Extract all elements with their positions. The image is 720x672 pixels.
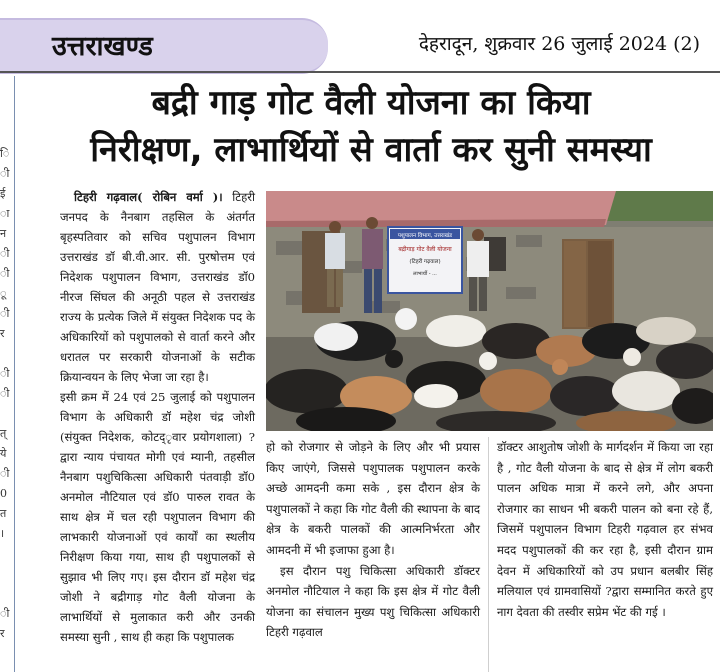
article-paragraph bbox=[60, 187, 255, 387]
fragment-char: 0 bbox=[0, 487, 7, 500]
fragment-char: ा bbox=[0, 207, 10, 220]
article-column-2 bbox=[266, 437, 480, 643]
column-divider bbox=[488, 437, 489, 672]
fragment-char: र bbox=[0, 327, 5, 340]
headline-line-2: निरीक्षण, लाभार्थियों से वार्ता कर सुनी समस्या bbox=[90, 130, 652, 170]
section-title: उत्तराखण्ड bbox=[52, 31, 153, 62]
byline: टिहरी गढ़वाल( रोबिन वर्मा )। bbox=[74, 190, 223, 204]
banner-line: लाभार्थी - ... bbox=[413, 271, 437, 277]
fragment-char: ये bbox=[0, 447, 7, 460]
paragraph-text: टिहरी जनपद के नैनबाग तहसिल के अंतर्गत बृहस्पतिवार को सचिव पशुपालन विभाग उत्तराखंड डॉ बी.वी.आर. सी. पुरषोत्तम एवं निदेशक पशुपालन विभाग, उत्तराखंड डॉ0 नीरज सिंघल की अनूठी पहल से उत्तराखंड राज्य के प्रत्येक जिले में संयुक्त निदेशक पद के अधिकारियों को पशुपालको से वार्ता करने और धरातल पर सरकारी योजनाओं के सटीक क्रियान्वयन के लिए भेजा जा रहा है। bbox=[60, 190, 255, 384]
fragment-char: त् bbox=[0, 427, 7, 440]
fragment-char: ी bbox=[0, 467, 10, 480]
banner-title: पशुपालन विभाग, उत्तराखंड bbox=[397, 233, 453, 239]
fragment-char: ी bbox=[0, 367, 10, 380]
article-paragraph: इसी क्रम में 24 एवं 25 जुलाई को पशुपालन विभाग के अधिकारी डॉ महेश चंद्र जोशी (संयुक्त निदेशक, कोटद्ृवार प्रयोगशाला) ?द्वारा न्याय पंचायत मोगी एवं म्यानी, तहसील नैनबाग पशुचिकित्सा अधिकारी पंतवाड़ी डॉ0 अनमोल नौटियाल एवं डॉ0 पारुल रावत के साथ क्षेत्र में चल रही पशुपालन विभाग की लाभकारी योजनाओं एवं कार्यों का स्थलीय निरीक्षण किया गया, साथ ही पशुपालकों से सुझाव भी लिए गए। इस दौरान डॉ महेश चंद्र जोशी ने बद्रीगाड़ गोट वैली योजना के लाभार्थियों से मुलाकात करी और उनकी समस्या सुनी , साथ ही कहा कि पशुपालक bbox=[60, 390, 255, 644]
fragment-char: न bbox=[0, 227, 7, 240]
article-column-1 bbox=[60, 187, 255, 647]
fragment-char: त bbox=[0, 507, 7, 520]
article-column-3 bbox=[497, 437, 713, 622]
fragment-char: ि bbox=[0, 147, 10, 160]
section-tag bbox=[0, 18, 328, 74]
adjacent-column-fragment bbox=[0, 76, 15, 672]
goats-and-officials-photo bbox=[266, 191, 713, 431]
headline-line-1: बद्री गाड़ गोट वैली योजना का किया bbox=[151, 83, 591, 123]
article-paragraph: डॉक्टर आशुतोष जोशी के मार्गदर्शन में किया जा रहा है , गोट वैली योजना के बाद से क्षेत्र में लोग बकरी पालन अधिक मात्रा में करने लगे, और अपना रोजगार का साधन भी बकरी पालन को बना रहे हैं, जिसमें पशुपालन विभाग टिहरी गढ़वाल हर संभव मदद पशुपालकों की कर रहा है, इसी दौरान ग्राम देवन में अधिकारियों को उप प्रधान बलबीर सिंह मलियाल एवं ग्रामवासियों ?द्वारा सम्मानित करते हुए नाग देवता की तस्वीर सप्रेम भेंट की गई । bbox=[497, 440, 713, 619]
dateline: देहरादून, शुक्रवार 26 जुलाई 2024 (2) bbox=[418, 33, 700, 55]
article-paragraph: इस दौरान पशु चिकित्सा अधिकारी डॉक्टर अनमोल नौटियाल ने कहा कि इस क्षेत्र में गोट वैली योजना का संचालन मुख्य पशु चिकित्सा अधिकारी टिहरी गढ़वाल bbox=[266, 563, 480, 640]
fragment-char: ी bbox=[0, 167, 10, 180]
fragment-char: ी bbox=[0, 307, 10, 320]
fragment-char: ी bbox=[0, 607, 10, 620]
news-photo bbox=[266, 191, 713, 431]
fragment-char: ी bbox=[0, 267, 10, 280]
fragment-char: ई bbox=[0, 187, 6, 200]
banner-line: बद्रीगाड़ गोट वैली योजना bbox=[398, 246, 452, 253]
header-divider bbox=[0, 71, 720, 73]
headline bbox=[22, 80, 720, 174]
article-paragraph: हो को रोजगार से जोड़ने के लिए और भी प्रयास किए जाएंगे, जिससे पशुपालक पशुपालन करके अच्छे आमदनी कमा सके , इस दौरान क्षेत्र के पशुपालकों ने कहा कि गोट वैली की स्थापना के बाद क्षेत्र के बकरी पालकों की आत्मनिर्भरता और आमदनी में भी इजाफा हुआ है। bbox=[266, 440, 480, 557]
fragment-char: ी bbox=[0, 247, 10, 260]
fragment-char: ी bbox=[0, 387, 10, 400]
fragment-char: र bbox=[0, 627, 5, 640]
banner-line: (टिहरी गढ़वाल) bbox=[409, 259, 441, 265]
fragment-char: ू bbox=[0, 287, 7, 300]
fragment-char: । bbox=[0, 527, 5, 540]
